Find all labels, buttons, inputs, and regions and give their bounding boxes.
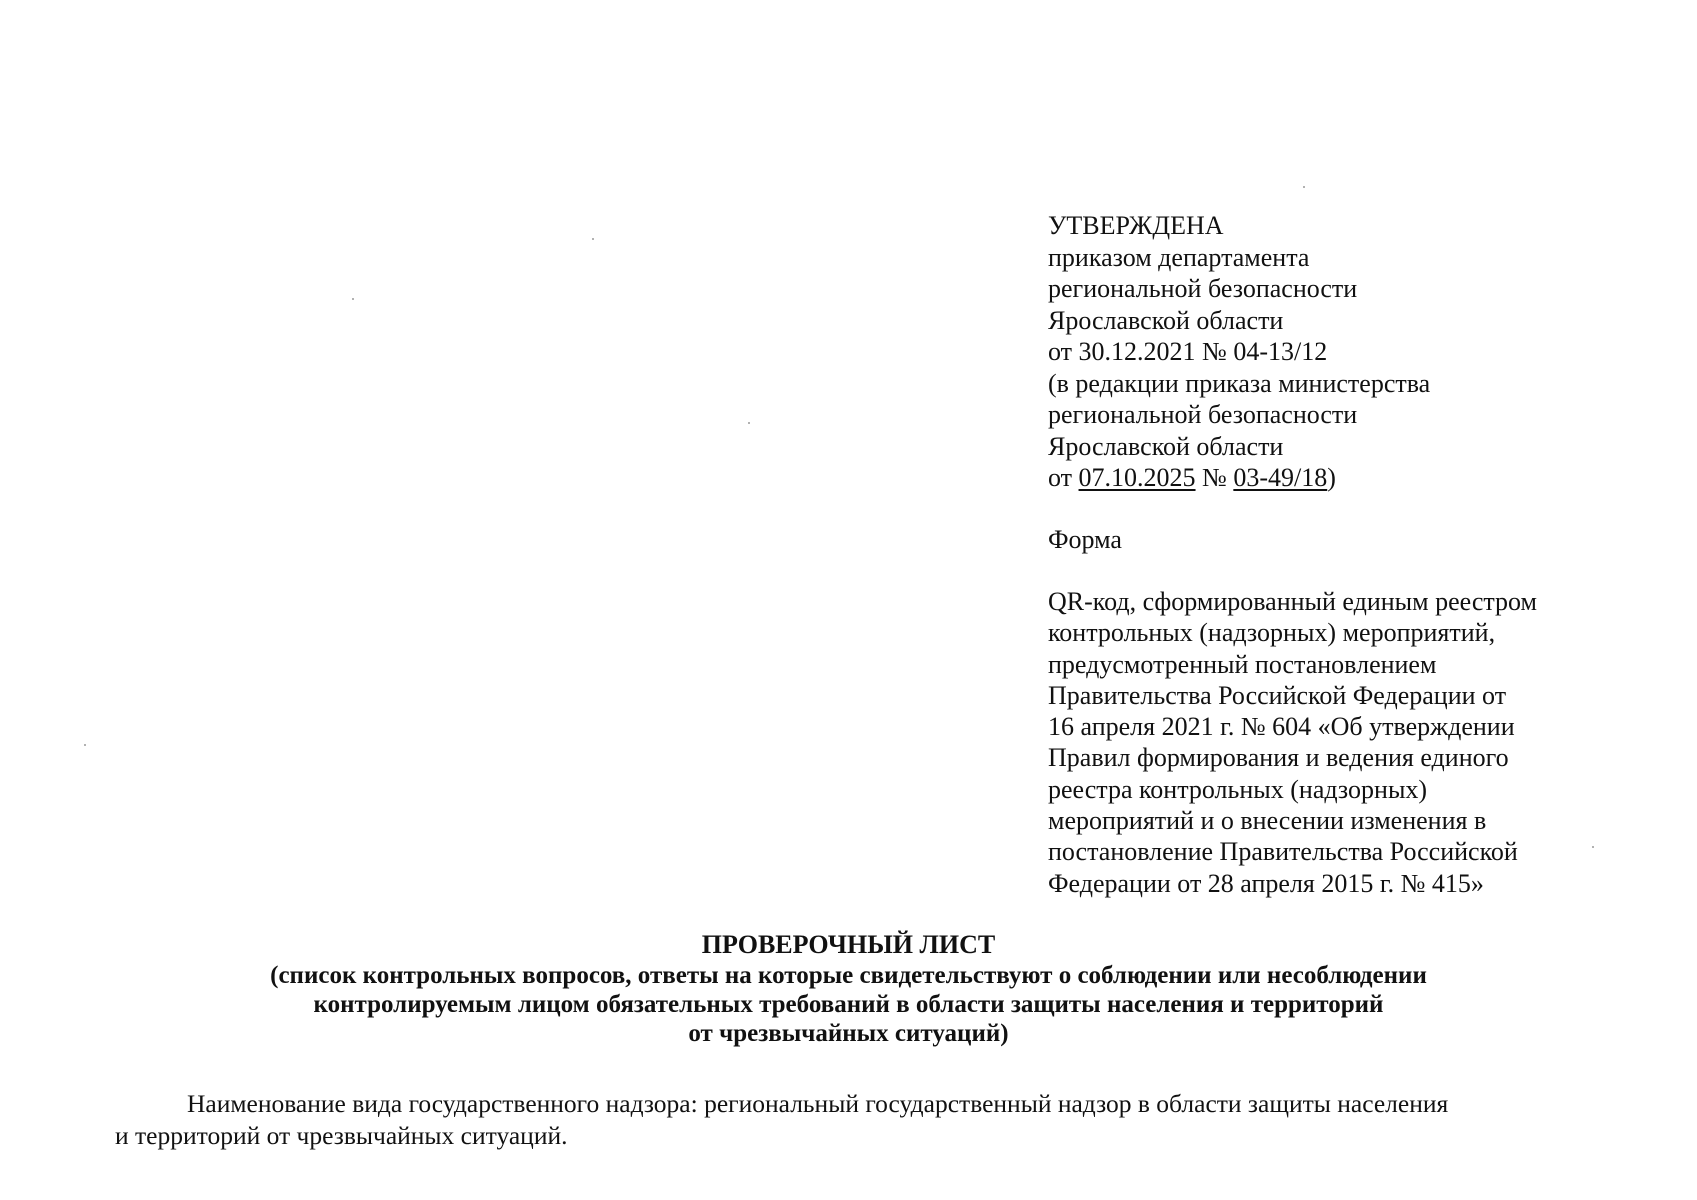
paragraph-line: и территорий от чрезвычайных ситуаций. (115, 1121, 568, 1150)
approval-last-prefix: от (1048, 463, 1079, 492)
approval-line: (в редакции приказа министерства (1048, 368, 1431, 398)
approval-line: приказом департамента (1048, 242, 1310, 272)
qr-note-line: QR-код, сформированный единым реестром (1048, 587, 1538, 616)
document-subtitle-line: (список контрольных вопросов, ответы на которые свидетельствуют о соблюдении или несоблюдении (270, 962, 1427, 989)
approval-line: Ярославской области (1048, 431, 1284, 461)
qr-note-line: Правил формирования и ведения единого (1048, 743, 1509, 773)
qr-note-line: реестра контрольных (надзорных) (1048, 774, 1428, 804)
form-label: Форма (1048, 525, 1122, 554)
qr-note-line: мероприятий и о внесении изменения в (1048, 806, 1487, 836)
approval-line: региональной безопасности (1048, 274, 1358, 303)
scan-speck (592, 238, 594, 240)
qr-note-line: 16 апреля 2021 г. № 604 «Об утверждении (1048, 712, 1515, 742)
scan-speck (748, 422, 750, 424)
scan-speck (352, 298, 354, 300)
document-title-block (0, 930, 1697, 1048)
qr-note-line: постановление Правительства Российской (1048, 837, 1518, 867)
qr-code-note (1048, 586, 1648, 899)
qr-note-line: контрольных (надзорных) мероприятий, (1048, 618, 1496, 648)
supervision-type-paragraph (115, 1088, 1595, 1152)
document-subtitle-line: контролируемым лицом обязательных требований в области защиты населения и территорий (313, 991, 1384, 1018)
qr-note-line: предусмотренный постановлением (1048, 649, 1437, 679)
approval-line: региональной безопасности (1048, 400, 1358, 429)
qr-note-line: Правительства Российской Федерации от (1048, 680, 1507, 710)
document-title: ПРОВЕРОЧНЫЙ ЛИСТ (701, 930, 996, 959)
scan-speck (84, 744, 86, 746)
paragraph-line: Наименование вида государственного надзора: региональный государственный надзор в области защиты населения (187, 1089, 1449, 1118)
document-subtitle-line: от чрезвычайных ситуаций) (688, 1020, 1009, 1047)
approval-line: от 30.12.2021 № 04-13/12 (1048, 337, 1328, 366)
approval-heading: УТВЕРЖДЕНА (1048, 211, 1224, 240)
approval-line: Ярославской области (1048, 305, 1284, 335)
approval-last-suffix: ) (1327, 463, 1336, 492)
qr-note-line: Федерации от 28 апреля 2015 г. № 415» (1048, 868, 1484, 898)
scan-speck (1303, 186, 1305, 188)
approval-last-line (1048, 462, 1648, 494)
approval-stamp-block (1048, 210, 1648, 494)
approval-number-sign: № (1195, 463, 1234, 492)
amendment-date: 07.10.2025 (1078, 463, 1196, 492)
amendment-number: 03-49/18 (1233, 463, 1328, 492)
